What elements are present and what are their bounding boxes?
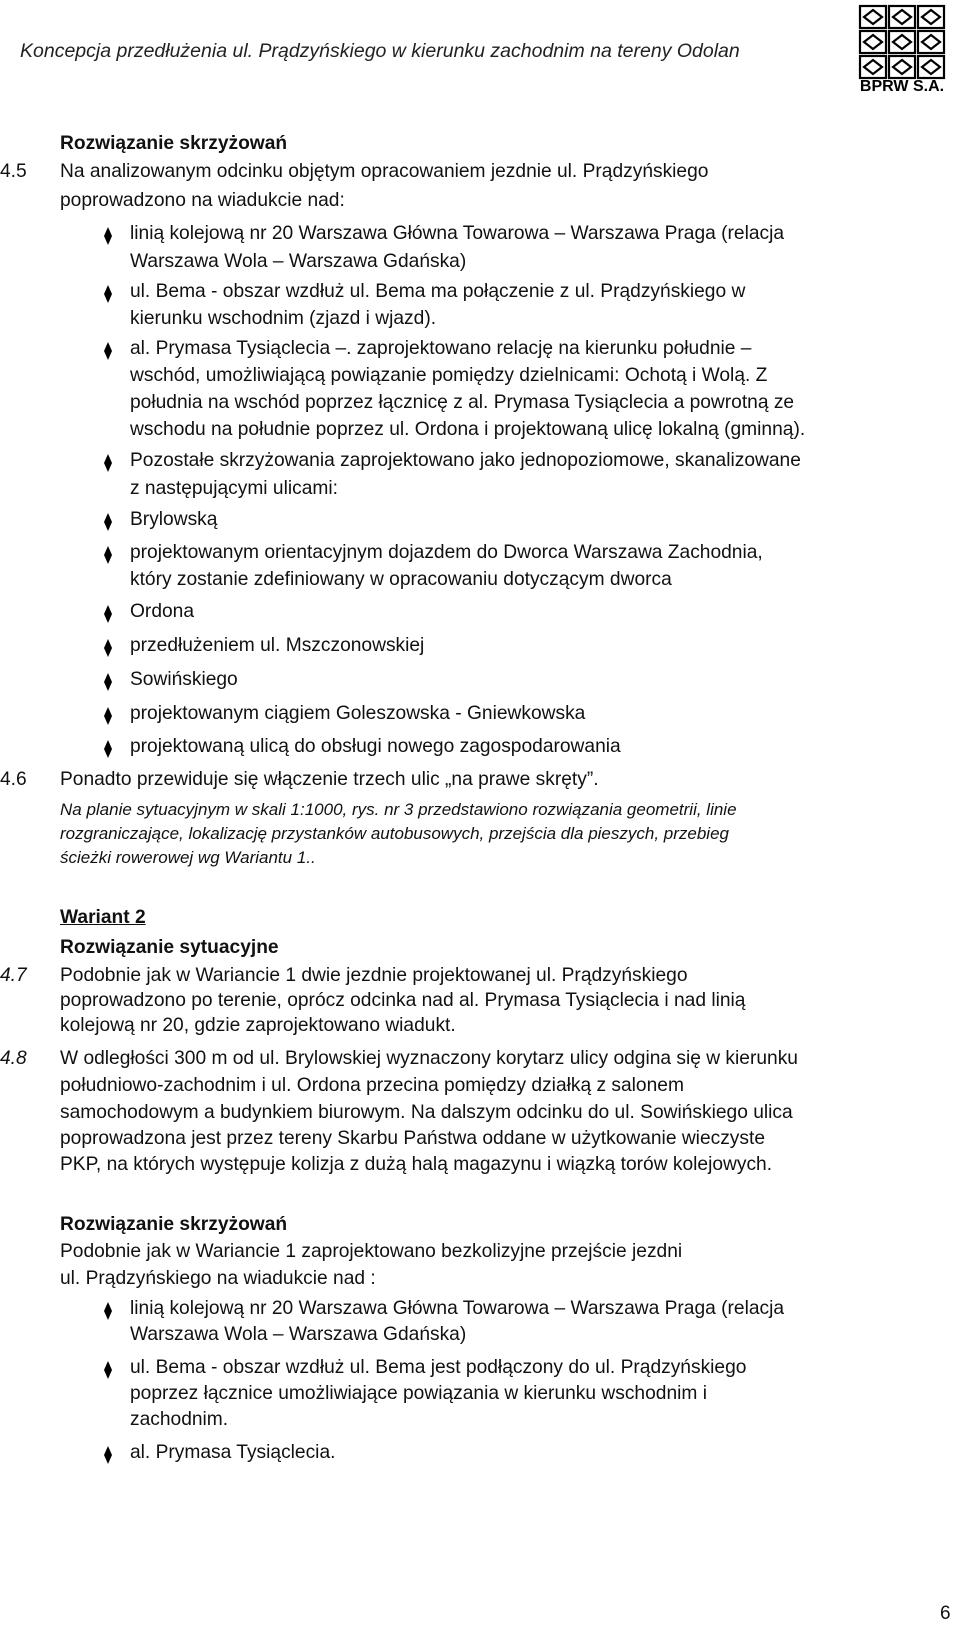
bullet-icon [103, 454, 113, 472]
bullet-icon [103, 707, 113, 725]
paragraph-number: 4.7 [0, 965, 27, 986]
paragraph-number: 4.8 [0, 1048, 27, 1069]
note-text: ścieżki rowerowej wg Wariantu 1.. [60, 848, 316, 867]
paragraph-text: kolejową nr 20, gdzie zaprojektowano wiadukt. [60, 1015, 456, 1036]
paragraph-text: poprowadzono po terenie, oprócz odcinka nad al. Prymasa Tysiąclecia i nad linią [60, 990, 746, 1011]
list-item: projektowanym ciągiem Goleszowska - Gniewkowska [130, 703, 586, 724]
list-item: Pozostałe skrzyżowania zaprojektowano jako jednopoziomowe, skanalizowane [130, 450, 801, 471]
page-number: 6 [940, 1603, 951, 1624]
list-item: Warszawa Wola – Warszawa Gdańska) [130, 251, 467, 272]
list-item: projektowanym orientacyjnym dojazdem do Dworca Warszawa Zachodnia, [130, 542, 763, 563]
list-item: Ordona [130, 601, 194, 622]
list-item: wschód, umożliwiającą powiązanie pomiędzy dzielnicami: Ochotą i Wolą. Z [130, 365, 768, 386]
list-item: al. Prymasa Tysiąclecia. [130, 1442, 336, 1463]
company-logo [852, 0, 952, 100]
list-item: zachodnim. [130, 1409, 229, 1430]
section-heading: Rozwiązanie sytuacyjne [60, 937, 279, 958]
paragraph-text: Na analizowanym odcinku objętym opracowaniem jezdnie ul. Prądzyńskiego [60, 161, 709, 182]
logo-grid-icon [858, 4, 946, 80]
list-item: linią kolejową nr 20 Warszawa Główna Towarowa – Warszawa Praga (relacja [130, 223, 785, 244]
list-item: który zostanie zdefiniowany w opracowaniu dotyczącym dworca [130, 569, 672, 590]
list-item: Sowińskiego [130, 669, 238, 690]
list-item: Brylowską [130, 509, 218, 530]
paragraph-text: ul. Prądzyńskiego na wiadukcie nad : [60, 1268, 376, 1289]
paragraph-text: Podobnie jak w Wariancie 1 dwie jezdnie projektowanej ul. Prądzyńskiego [60, 965, 688, 986]
bullet-icon [103, 605, 113, 623]
list-item: projektowaną ulicą do obsługi nowego zagospodarowania [130, 736, 621, 757]
list-item: przedłużeniem ul. Mszczonowskiej [130, 635, 425, 656]
paragraph-number: 4.6 [0, 769, 27, 790]
list-item: ul. Bema - obszar wzdłuż ul. Bema jest podłączony do ul. Prądzyńskiego [130, 1357, 747, 1378]
section-heading: Rozwiązanie skrzyżowań [60, 133, 288, 154]
paragraph-text: W odległości 300 m od ul. Brylowskiej wyznaczony korytarz ulicy odgina się w kierunku [60, 1048, 798, 1069]
bullet-icon [103, 513, 113, 531]
paragraph-text: poprowadzono na wiadukcie nad: [60, 190, 345, 211]
paragraph-text: poprowadzona jest przez tereny Skarbu Państwa oddane w użytkowanie wieczyste [60, 1128, 765, 1149]
paragraph-text: Ponadto przewiduje się włączenie trzech ulic „na prawe skręty”. [60, 769, 599, 790]
bullet-icon [103, 1361, 113, 1379]
list-item: poprzez łącznice umożliwiające powiązania w kierunku wschodnim i [130, 1383, 707, 1404]
list-item: wschodu na południe poprzez ul. Ordona i projektowaną ulicę lokalną (gminną). [130, 419, 806, 440]
list-item: ul. Bema - obszar wzdłuż ul. Bema ma połączenie z ul. Prądzyńskiego w [130, 281, 746, 302]
list-item: południa na wschód poprzez łącznicę z al. Prymasa Tysiąclecia a powrotną ze [130, 392, 795, 413]
variant-heading: Wariant 2 [60, 907, 146, 928]
bullet-icon [103, 1446, 113, 1464]
logo-text: BPRW S.A. [859, 78, 945, 95]
page-header-title: Koncepcja przedłużenia ul. Prądzyńskiego w kierunku zachodnim na tereny Odolan [20, 40, 740, 62]
paragraph-text: PKP, na których występuje kolizja z dużą halą magazynu i wiązką torów kolejowych. [60, 1154, 773, 1175]
bullet-icon [103, 673, 113, 691]
list-item: linią kolejową nr 20 Warszawa Główna Towarowa – Warszawa Praga (relacja [130, 1298, 785, 1319]
bullet-icon [103, 546, 113, 564]
list-item: al. Prymasa Tysiąclecia –. zaprojektowano relację na kierunku południe – [130, 338, 752, 359]
bullet-icon [103, 285, 113, 303]
bullet-icon [103, 639, 113, 657]
bullet-icon [103, 740, 113, 758]
paragraph-text: południowo-zachodnim i ul. Ordona przecina pomiędzy działką z salonem [60, 1075, 684, 1096]
bullet-icon [103, 1302, 113, 1320]
note-text: rozgraniczające, lokalizację przystanków autobusowych, przejścia dla pieszych, przebieg [60, 824, 729, 843]
paragraph-text: Podobnie jak w Wariancie 1 zaprojektowano bezkolizyjne przejście jezdni [60, 1241, 683, 1262]
bullet-icon [103, 342, 113, 360]
section-heading: Rozwiązanie skrzyżowań [60, 1214, 288, 1235]
list-item: z następującymi ulicami: [130, 478, 338, 499]
note-text: Na planie sytuacyjnym w skali 1:1000, rys. nr 3 przedstawiono rozwiązania geometrii, linie [60, 800, 737, 819]
list-item: kierunku wschodnim (zjazd i wjazd). [130, 308, 437, 329]
list-item: Warszawa Wola – Warszawa Gdańska) [130, 1324, 467, 1345]
paragraph-number: 4.5 [0, 161, 27, 182]
bullet-icon [103, 227, 113, 245]
paragraph-text: samochodowym a budynkiem biurowym. Na dalszym odcinku do ul. Sowińskiego ulica [60, 1102, 793, 1123]
